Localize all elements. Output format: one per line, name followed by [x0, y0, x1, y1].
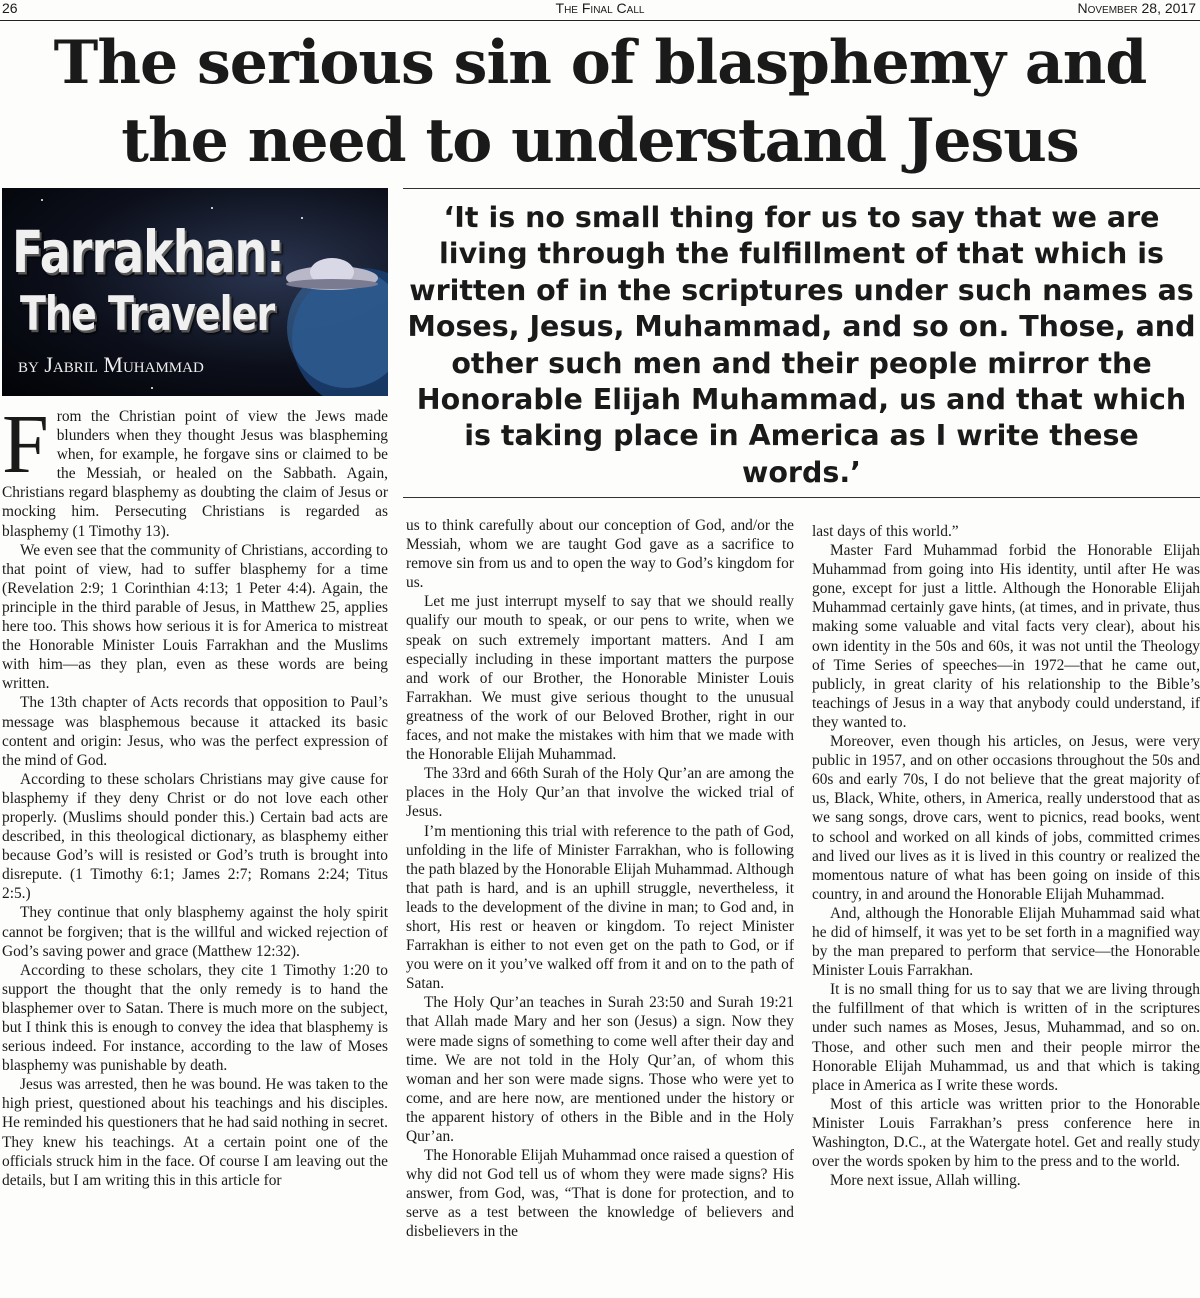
article-paragraph: The 13th chapter of Acts records that opposition to Paul’s message was blasphemous because it attacked its basic content and origin: Jesus, who was the perfect expression of the mind of God. — [2, 694, 388, 769]
page-folio — [0, 0, 1200, 21]
article-paragraph: Master Fard Muhammad forbid the Honorable Elijah Muhammad from going into His identity, until after He was gone, except for just a little. Although the Honorable Elijah Muhammad certainly gave hints, (at times, and in private, thus making some valuable and vital facts very clear), about his own identity in the 50s and 60s, it was not until the Theology of Time Series of speeches—in 1972—that he came out, publicly, in great clarity of his relationship to the Bible’s teachings of Jesus in a way that anybody could understand, if they wanted to. — [812, 542, 1200, 731]
article-paragraph: Let me just interrupt myself to say that we should really qualify our mouth to speak, or our pens to write, when we speak on such extremely important matters. And I am especially including in these important matters the purpose and work of our Brother, the Honorable Minister Louis Farrakhan. We must give serious thought to the unusual greatness of the work of our Beloved Brother, right in our faces, and not make the mistakes with him that we made with the Honorable Elijah Muhammad. — [406, 593, 794, 764]
article-paragraph: last days of this world.” — [812, 523, 959, 540]
article-column-2 — [406, 516, 794, 1242]
article-paragraph: According to these scholars, they cite 1 Timothy 1:20 to support the thought that the only remedy is to hand the blasphemer over to Satan. There is much more on the subject, but I think this is enough to convey the idea that blasphemy is serious indeed. For instance, according to the law of Moses blasphemy was punishable by death. — [2, 961, 388, 1075]
article-paragraph: The 33rd and 66th Surah of the Holy Qur’an are among the places in the Holy Qur’an that involve the wicked trial of Jesus. — [406, 765, 794, 821]
article-paragraph-text: rom the Christian point of view the Jews made blunders when they thought Jesus was blaspheming when, for example, he forgave sins or claimed to be the Messiah, or healed on the Sabbath. Again, Christians regard blasphemy as doubting the claim of Jesus or mocking him. Persecuting Christians is regarded as blasphemy (1 Timothy 13). — [2, 408, 388, 540]
article-paragraph: Most of this article was written prior to the Honorable Minister Louis Farrakhan’s press conference here in Washington, D.C., at the Watergate hotel. Get and really study over the words spoken by him to the press and to the world. — [812, 1095, 1200, 1171]
pull-quote-top-rule — [403, 188, 1200, 189]
byline: by Jabril Muhammad — [18, 352, 204, 377]
issue-date: November 28, 2017 — [1077, 0, 1196, 16]
article-paragraph: The Honorable Elijah Muhammad once raised a question of why did not God tell us of whom they were made signs? His answer, from God, was, “That is done for protection, and to serve as a test between the knowledge of believers and disbelievers in the — [406, 1147, 794, 1241]
banner-title-line2: The Traveler — [20, 286, 275, 341]
article-paragraph: The Holy Qur’an teaches in Surah 23:50 and Surah 19:21 that Allah made Mary and her son (Jesus) a sign. Now they were made signs of something to come well after their day and time. We are not told in the Holy Qur’an, of whom this woman and her son were made signs. Those who were yet to come, and are here now, are mentioned under the history or the apparent history of others in the Bible and in the Holy Qur’an. — [406, 994, 794, 1145]
column-banner — [2, 188, 388, 396]
headline: The serious sin of blasphemy and the need to understand Jesus — [53, 28, 1147, 176]
article-paragraph: Jesus was arrested, then he was bound. He was taken to the high priest, questioned about his teachings and his disciples. He reminded his questioners that he had said nothing in secret. They knew his teachings. At a certain point one of the officials struck him in the face. Of course I am leaving out the details, but I am writing this in this article for — [2, 1076, 388, 1189]
page-number: 26 — [2, 0, 18, 16]
banner-title-line1: Farrakhan: — [12, 218, 284, 286]
article-paragraph — [2, 398, 388, 541]
article-paragraph: I’m mentioning this trial with reference to the path of God, unfolding in the life of Minister Farrakhan, who is following the path blazed by the Honorable Elijah Muhammad. Although that path is hard, and is an uphill struggle, nevertheless, it leads to the development of the divine in man; to God and, in short, His rest or heaven or kingdom. To reject Minister Farrakhan is either to not even get on the path to God, or if you were on it you’ve walked off from it and on to the path of Satan. — [406, 822, 794, 993]
article-paragraph: us to think carefully about our conception of God, and/or the Messiah, whom we are taught God gave as a sacrifice to remove sin from us and to open the way to God’s kingdom for us. — [406, 517, 794, 592]
pull-quote-bottom-rule — [403, 497, 1200, 498]
article-paragraph: Moreover, even though his articles, on Jesus, were very public in 1957, and on other occasions throughout the 50s and 60s and early 70s, I do not believe that the great majority of us, Black, White, others, in America, really understood that as we sang songs, drove cars, went to picnics, read books, went to school and worked on all kinds of jobs, committed crimes and lived our lives as it is lived in this country or realized the momentous nature of what has been going on inside of this country, in and around the Honorable Elijah Muhammad. — [812, 733, 1200, 903]
article-column-1 — [2, 398, 388, 1190]
article-paragraph: We even see that the community of Christians, according to that point of view, had to suffer blasphemy for a time (Revelation 2:9; 1 Corinthian 4:13; 1 Peter 4:4). Again, the principle in the third parable of Jesus, in Matthew 25, applies here too. This shows how serious it is for America to mistreat the Honorable Minister Louis Farrakhan and the Muslims with him—as they plan, even as these words are being written. — [2, 541, 388, 693]
article-paragraph: They continue that only blasphemy against the holy spirit cannot be forgiven; that is the willful and wicked rejection of God’s saving power and grace (Matthew 12:32). — [2, 904, 388, 960]
publication-name: The Final Call — [555, 0, 645, 16]
article-column-3 — [812, 522, 1200, 1190]
article-paragraph: According to these scholars Christians may give cause for blasphemy if they deny Christ or do not love each other properly. (Muslims should ponder this.) Certain bad acts are described, in this theological dictionary, as blasphemy either because God’s will is resisted or God’s truth is brought into disrepute. (1 Timothy 6:1; James 2:7; Romans 2:24; Titus 2:5.) — [2, 770, 388, 903]
drop-cap: F — [2, 398, 49, 491]
article-paragraph: And, although the Honorable Elijah Muhammad said what he did of himself, it was yet to be set forth in a magnified way by the man prepared to perform that service—the Honorable Minister Louis Farrakhan. — [812, 904, 1200, 980]
article-paragraph: It is no small thing for us to say that we are living through the fulfillment of that which is written of in the scriptures under such names as Moses, Jesus, Muhammad, and so on. Those, and other such men and their people mirror the Honorable Elijah Muhammad, us and that which is taking place in America as I write these words. — [812, 981, 1200, 1094]
pull-quote: ‘It is no small thing for us to say that we are living through the fulfillment of that which is written of in the scriptures under such names as Moses, Jesus, Muhammad, and so on. Those, and other such men and their people mirror the Honorable Elijah Muhammad, us and that which is taking place in America as I write these words.’ — [407, 201, 1196, 489]
article-paragraph: More next issue, Allah willing. — [830, 1172, 1021, 1190]
